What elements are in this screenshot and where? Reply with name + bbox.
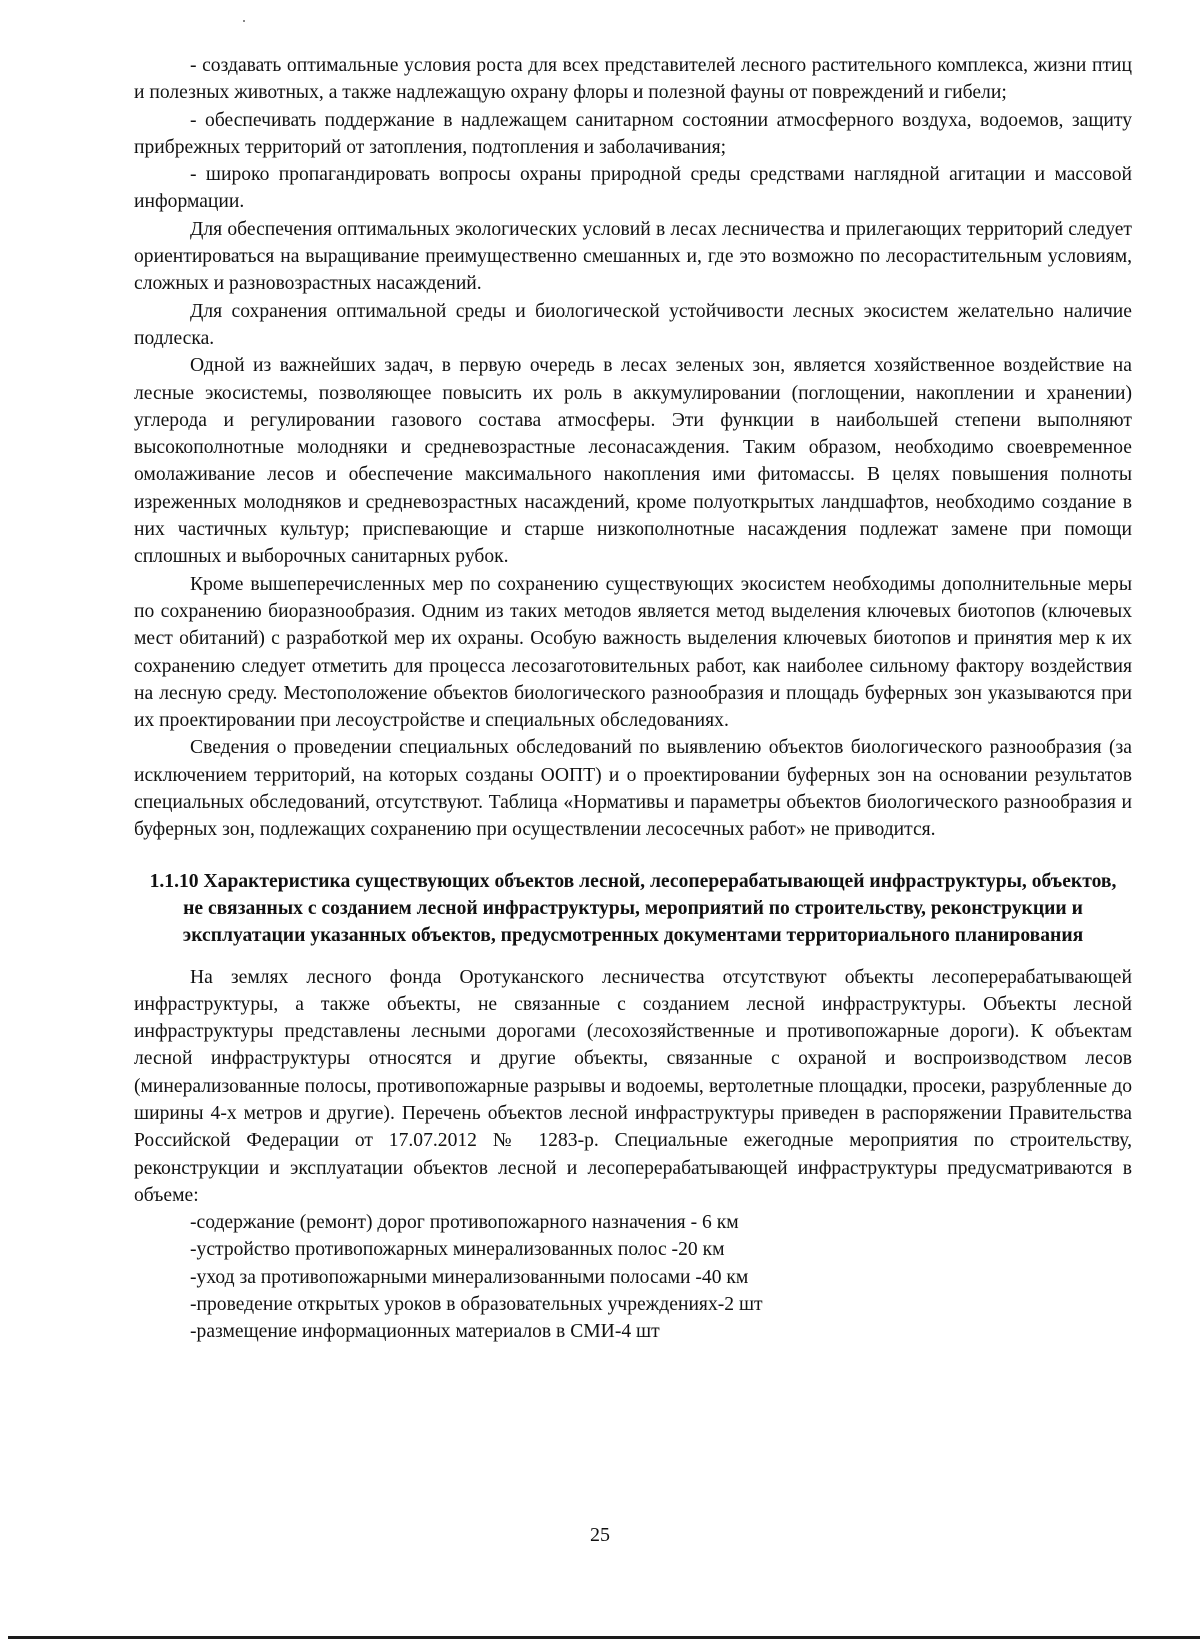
paragraph-infrastructure: На землях лесного фонда Оротуканского лесничества отсутствуют объекты лесоперерабатывающей инфраструктуры, а также объекты, не связанные с созданием лесной инфраструктуры. Объекты лесной инфраструктуры представлены лесными дорогами (лесохозяйственные и противопожарные дороги). К объектам лесной инфраструктуры относятся и другие объекты, связанные с охраной и воспроизводством лесов (минерализованные полосы, противопожарные разрывы и водоемы, вертолетные площадки, просеки, разрубленные до ширины 4-х метров и другие). Перечень объектов лесной инфраструктуры приведен в распоряжении Правительства Российской Федерации от 17.07.2012 № 1283-р. Специальные ежегодные мероприятия по строительству, реконструкции и эксплуатации объектов лесной и лесоперерабатывающей инфраструктуры предусматриваются в объеме: — [134, 966, 1132, 1206]
bottom-rule — [8, 1636, 1200, 1639]
paragraph-surveys: Сведения о проведении специальных обследований по выявлению объектов биологического разнообразия (за исключением территорий, на которых созданы ООПТ) и о проектировании буферных зон на основании результатов специальных обследований, отсутствуют. Таблица «Нормативы и параметры объектов биологического разнообразия и буферных зон, подлежащих сохранению при осуществлении лесосечных работ» не приводится. — [134, 737, 1132, 841]
list-item: -уход за противопожарными минерализованными полосами -40 км — [190, 1266, 749, 1288]
paragraph-flora-fauna: - создавать оптимальные условия роста для всех представителей лесного растительного комплекса, жизни птиц и полезных животных, а также надлежащую охрану флоры и полезной фауны от повреждений и гибели; — [134, 55, 1132, 104]
list-item: -содержание (ремонт) дорог противопожарного назначения - 6 км — [190, 1212, 739, 1234]
page-number: 25 — [590, 1524, 610, 1546]
list-item: -устройство противопожарных минерализованных полос -20 км — [190, 1239, 725, 1261]
paragraph-sanitary: - обеспечивать поддержание в надлежащем санитарном состоянии атмосферного воздуха, водоемов, защиту прибрежных территорий от затопления, подтопления и заболачивания; — [134, 109, 1132, 158]
paragraph-biodiversity: Кроме вышеперечисленных мер по сохранению существующих экосистем необходимы дополнительные меры по сохранению биоразнообразия. Одним из таких методов является метод выделения ключевых биотопов (ключевых мест обитаний) с разработкой мер их охраны. Особую важность выделения ключевых биотопов и принятия мер к их сохранению следует отметить для процесса лесозаготовительных работ, как наиболее сильному фактору воздействия на лесную среду. Местоположение объектов биологического разнообразия и площадь буферных зон указываются при их проектировании при лесоустройстве и специальных обследованиях. — [134, 573, 1132, 732]
paragraph-carbon: Одной из важнейших задач, в первую очередь в лесах зеленых зон, является хозяйственное воздействие на лесные экосистемы, позволяющее повысить их роль в аккумулировании (поглощении, накоплении и хранении) углерода и регулировании газового состава атмосферы. Эти функции в наибольшей степени выполняют высокополнотные молодняки и средневозрастные лесонасаждения. Таким образом, необходимо своевременное омолаживание лесов и обеспечение максимального накопления ими фитомассы. В целях повышения полноты изреженных молодняков и средневозрастных насаждений, кроме полуоткрытых ландшафтов, необходимо создание в них частичных культур; приспевающие и старше низкополнотные насаждения подлежат замене при помощи сплошных и выборочных санитарных рубок. — [134, 355, 1132, 568]
measures-list — [134, 1209, 1132, 1345]
list-item: -проведение открытых уроков в образовательных учреждениях-2 шт — [190, 1294, 763, 1316]
list-item: -размещение информационных материалов в СМИ-4 шт — [190, 1321, 660, 1343]
paragraph-propaganda: - широко пропагандировать вопросы охраны природной среды средствами наглядной агитации и массовой информации. — [134, 164, 1132, 213]
document-page — [134, 52, 1132, 1346]
section-heading: 1.1.10 Характеристика существующих объектов лесной, лесоперерабатывающей инфраструктуры, объектов, не связанных с созданием лесной инфраструктуры, мероприятий по строительству, реконструкции и эксплуатации указанных объектов, предусмотренных документами территориального планирования — [149, 870, 1117, 947]
paragraph-undergrowth: Для сохранения оптимальной среды и биологической устойчивости лесных экосистем желательно наличие подлеска. — [134, 300, 1132, 349]
scan-speck — [243, 20, 245, 22]
paragraph-mixed-stands: Для обеспечения оптимальных экологических условий в лесах лесничества и прилегающих территорий следует ориентироваться на выращивание преимущественно смешанных и, где это возможно по лесорастительным условиям, сложных и разновозрастных насаждений. — [134, 218, 1132, 295]
